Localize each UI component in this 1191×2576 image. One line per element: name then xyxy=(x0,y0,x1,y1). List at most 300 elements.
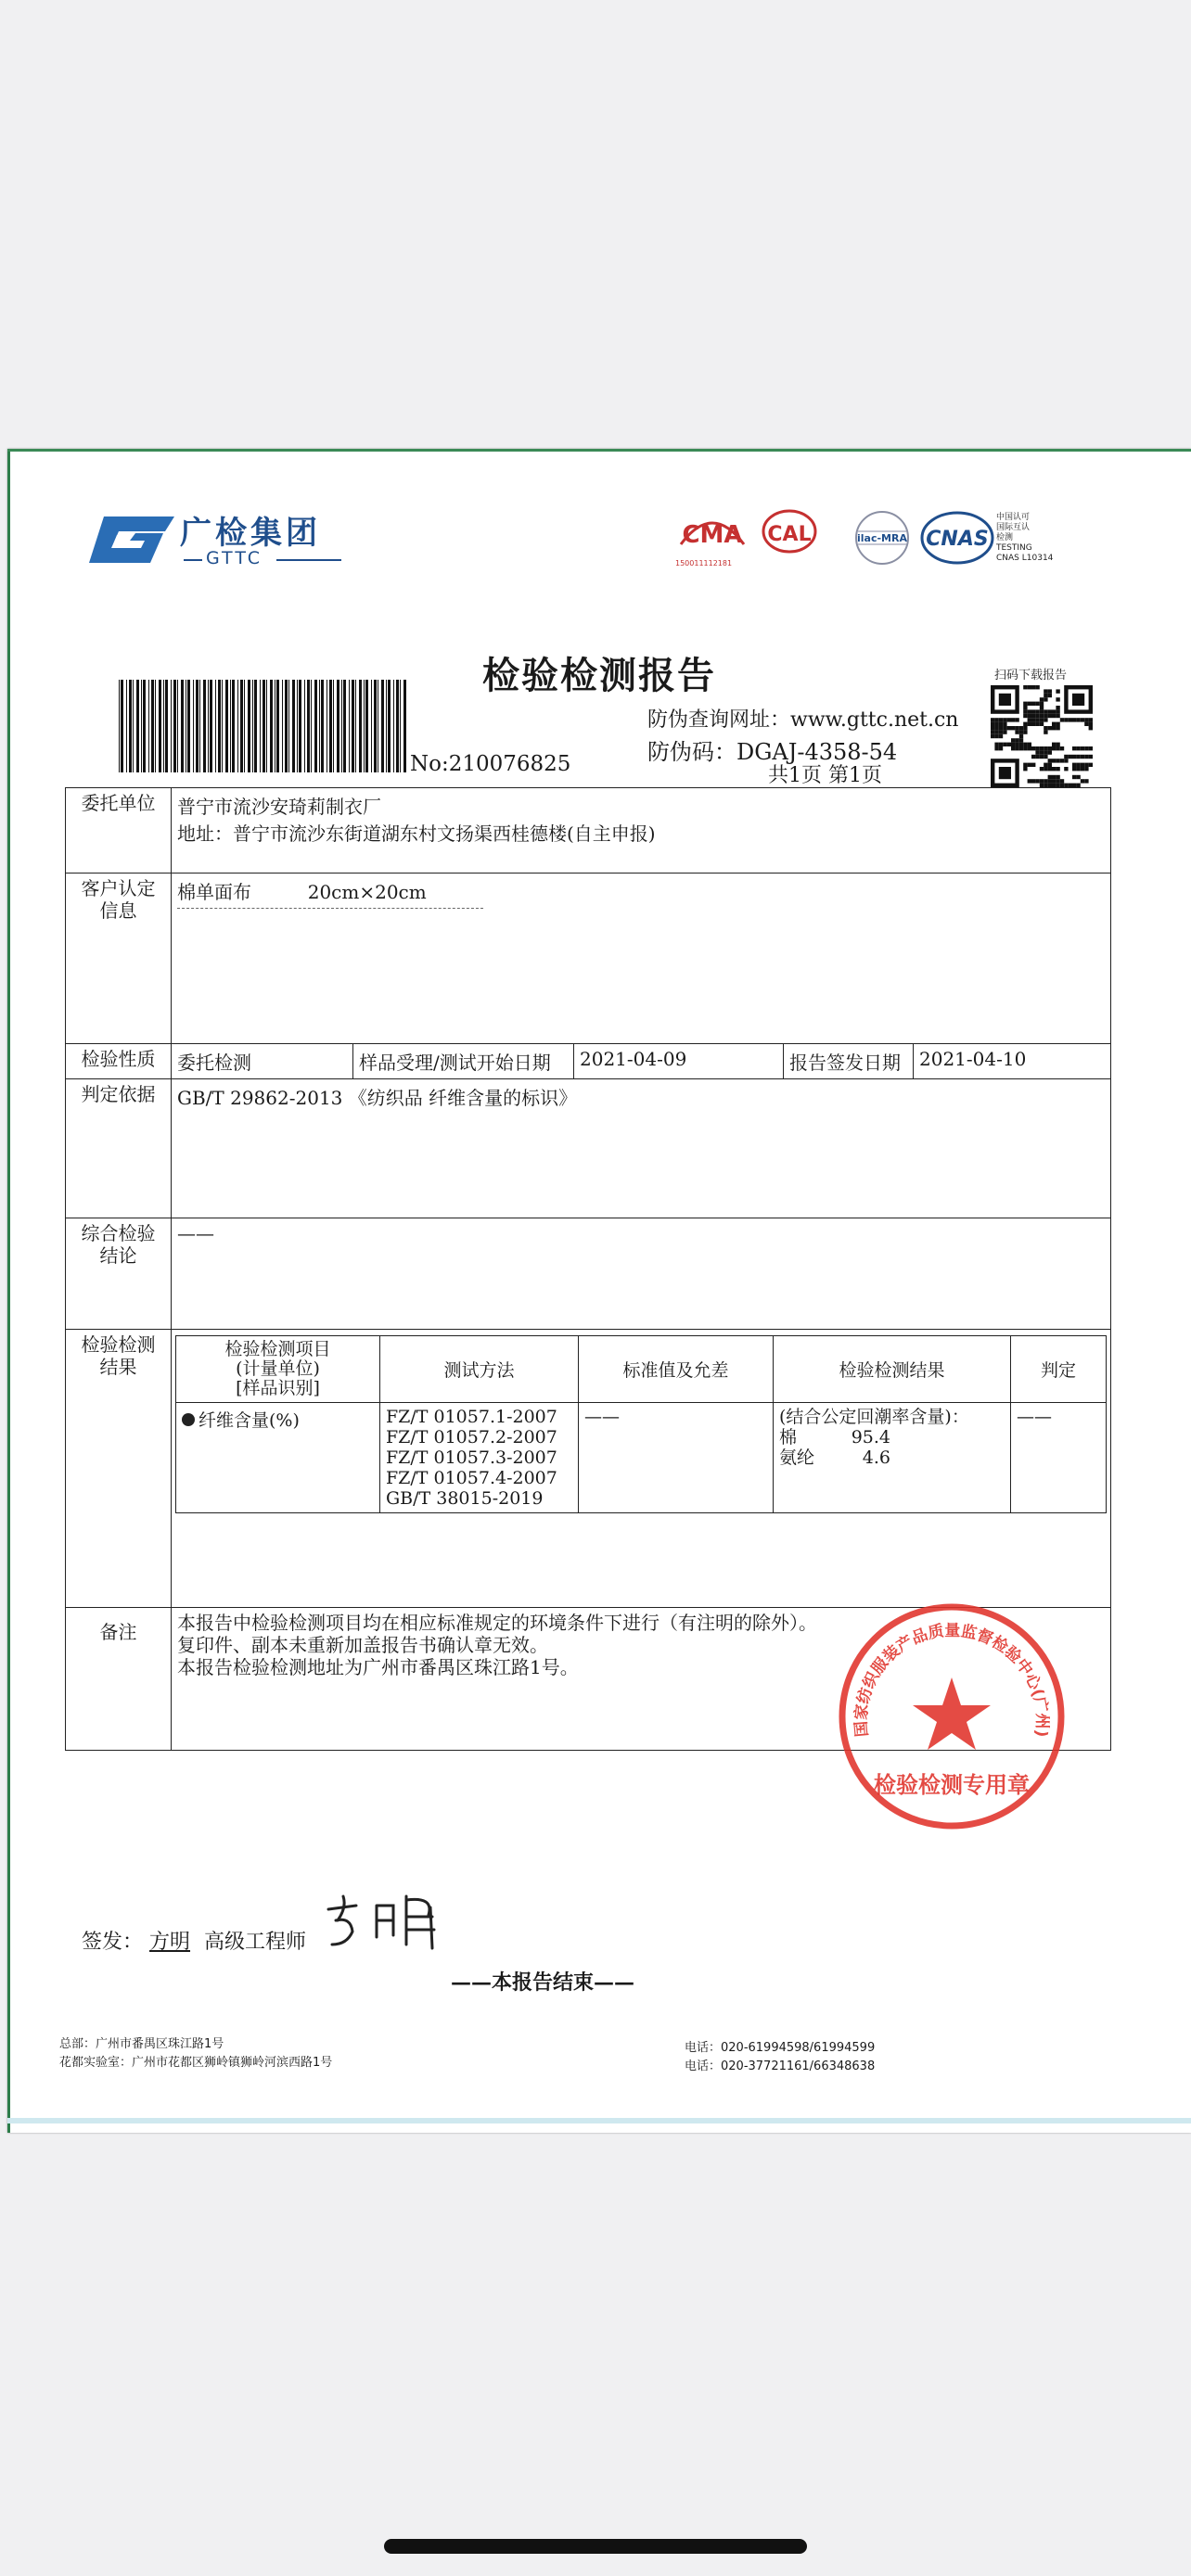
ilac-mark xyxy=(850,509,915,570)
barcode-bar xyxy=(141,680,142,772)
barcode-bar xyxy=(119,680,120,772)
qr-module xyxy=(1052,743,1056,746)
barcode-bar xyxy=(321,680,324,772)
barcode-bar xyxy=(319,680,320,772)
qr-code-icon[interactable] xyxy=(991,685,1093,787)
qr-module xyxy=(1076,767,1080,771)
conclusion-value: —— xyxy=(172,1218,1111,1330)
fiber-value: 4.6 xyxy=(862,1447,890,1468)
qr-module xyxy=(1023,767,1027,771)
barcode-bar xyxy=(364,680,365,772)
qr-module xyxy=(1056,689,1059,693)
qr-module xyxy=(1081,746,1084,750)
qr-module xyxy=(1023,706,1027,709)
barcode-bar xyxy=(218,680,221,772)
qr-module xyxy=(1023,685,1027,689)
qr-module xyxy=(1084,779,1088,783)
qr-module xyxy=(999,722,1003,726)
qr-module xyxy=(991,718,994,721)
qr-module xyxy=(1031,702,1035,706)
logo-chinese-name: 广检集团 xyxy=(180,515,321,552)
qr-module xyxy=(1084,746,1088,750)
qr-module xyxy=(1003,726,1006,730)
cma-label: CMA xyxy=(682,521,743,549)
barcode-bar xyxy=(276,680,279,772)
barcode-bar xyxy=(285,680,288,772)
qr-module xyxy=(1044,718,1047,721)
barcode-bar xyxy=(203,680,206,772)
qr-module xyxy=(1031,779,1035,783)
barcode-bar xyxy=(248,680,250,772)
results-header-judgement: 判定 xyxy=(1011,1336,1107,1403)
barcode-bar xyxy=(266,680,267,772)
lab-address: 花都实验室：广州市花都区狮岭镇狮岭河滨西路1号 xyxy=(59,2056,333,2070)
issue-date-label: 报告签发日期 xyxy=(784,1044,914,1079)
conclusion-row xyxy=(66,1218,1111,1330)
qr-module xyxy=(1056,697,1059,701)
qr-module xyxy=(1028,763,1031,767)
qr-module xyxy=(1048,750,1052,754)
qr-module xyxy=(1035,709,1039,713)
anti-counterfeit-code: 防伪码：DGAJ-4358-54 xyxy=(647,739,898,765)
barcode-bar xyxy=(341,680,342,772)
remark-line: 本报告检验检测地址为广州市番禺区珠江路1号。 xyxy=(177,1656,579,1678)
page-edge xyxy=(7,452,10,2133)
phone-2: 电话：020-37721161/66348638 xyxy=(685,2060,876,2073)
qr-module xyxy=(1015,718,1018,721)
qr-module xyxy=(1048,759,1052,762)
qr-module xyxy=(1044,755,1047,759)
customer-info-cell xyxy=(172,874,1111,1044)
qr-module xyxy=(1023,743,1027,746)
qr-module xyxy=(1007,726,1011,730)
barcode-bar xyxy=(165,680,168,772)
results-data-row xyxy=(176,1403,1107,1513)
qr-module xyxy=(1003,718,1006,721)
qr-module xyxy=(1052,775,1056,779)
qr-module xyxy=(1015,726,1018,730)
qr-module xyxy=(1035,750,1039,754)
barcode-bar xyxy=(297,680,298,772)
hq-address: 总部：广州市番禺区珠江路1号 xyxy=(59,2037,224,2051)
qr-module xyxy=(1056,775,1059,779)
barcode-bar xyxy=(126,680,127,772)
qr-module xyxy=(1028,722,1031,726)
barcode-bar xyxy=(155,680,156,772)
qr-module xyxy=(1076,755,1080,759)
qr-module xyxy=(1023,709,1027,713)
qr-module xyxy=(1044,714,1047,718)
cnas-icon xyxy=(920,509,994,567)
barcode-bar xyxy=(359,680,362,772)
cma-icon xyxy=(675,507,749,555)
basis-row xyxy=(66,1079,1111,1218)
cma-number: 150011112181 xyxy=(675,559,733,567)
report-page xyxy=(7,449,1191,2133)
qr-module xyxy=(1044,763,1047,767)
qr-module xyxy=(1028,702,1031,706)
barcode-bar xyxy=(159,680,161,772)
qr-module xyxy=(994,734,998,738)
qr-module xyxy=(1056,759,1059,762)
issue-date-value: 2021-04-10 xyxy=(914,1044,1111,1079)
qr-module xyxy=(999,734,1003,738)
qr-module xyxy=(1089,746,1093,750)
barcode-bar xyxy=(129,680,132,772)
qr-module xyxy=(1069,755,1072,759)
barcode-bar xyxy=(393,680,394,772)
barcode-bar xyxy=(240,680,243,772)
remark-line: 本报告中检验检测项目均在相应标准规定的环境条件下进行（有注明的除外）。 xyxy=(177,1612,817,1634)
barcode-bar xyxy=(254,680,257,772)
barcode-bar xyxy=(208,680,209,772)
address-footer xyxy=(59,2035,332,2072)
qr-module xyxy=(1035,714,1039,718)
qr-module xyxy=(1076,763,1080,767)
qr-module xyxy=(1044,694,1047,697)
qr-module xyxy=(1089,722,1093,726)
barcode-bar xyxy=(282,680,283,772)
signer-label: 签发： xyxy=(82,1931,144,1954)
barcode-bar xyxy=(299,680,301,772)
qr-module xyxy=(1048,726,1052,730)
qr-module xyxy=(1028,779,1031,783)
qr-module xyxy=(1031,718,1035,721)
qr-finder xyxy=(1072,694,1084,706)
qr-module xyxy=(1011,746,1015,750)
qr-module xyxy=(1081,767,1084,771)
cnas-side-line: 中国认可 xyxy=(996,513,1031,522)
qr-module xyxy=(999,718,1003,721)
fiber-name: 棉 xyxy=(779,1427,798,1447)
qr-module xyxy=(1044,726,1047,730)
official-seal-icon xyxy=(835,1600,1069,1833)
qr-module xyxy=(1031,714,1035,718)
barcode-bar xyxy=(230,680,231,772)
qr-module xyxy=(1044,697,1047,701)
results-label xyxy=(66,1330,172,1608)
qr-module xyxy=(994,730,998,733)
qr-module xyxy=(1040,706,1044,709)
qr-module xyxy=(1084,755,1088,759)
barcode-bar xyxy=(181,680,184,772)
home-indicator[interactable] xyxy=(384,2539,807,2554)
qr-module xyxy=(1081,718,1084,721)
results-header-standard: 标准值及允差 xyxy=(579,1336,774,1403)
qr-module xyxy=(1056,726,1059,730)
qr-module xyxy=(994,746,998,750)
qr-module xyxy=(1056,714,1059,718)
qr-module xyxy=(1056,767,1059,771)
barcode-bar xyxy=(333,680,334,772)
gttc-logo-icon xyxy=(85,513,174,570)
seal-bottom-text: 检验检测专用章 xyxy=(874,1772,1030,1798)
sample-size: 20cm×20cm xyxy=(307,881,427,903)
qr-module xyxy=(994,722,998,726)
qr-module xyxy=(1072,755,1076,759)
qr-module xyxy=(1089,726,1093,730)
qr-module xyxy=(1048,689,1052,693)
qr-module xyxy=(1028,709,1031,713)
result-standard: —— xyxy=(579,1403,774,1513)
qr-module xyxy=(1035,746,1039,750)
barcode-bar xyxy=(210,680,212,772)
customer-info-label-text: 客户认定信息 xyxy=(81,877,156,922)
barcode-bar xyxy=(403,680,406,772)
qr-module xyxy=(1040,714,1044,718)
qr-module xyxy=(1072,767,1076,771)
barcode-bar xyxy=(215,680,216,772)
qr-module xyxy=(1019,734,1023,738)
barcode-bar xyxy=(225,680,228,772)
qr-module xyxy=(1031,755,1035,759)
report-number: No:210076825 xyxy=(410,752,571,776)
qr-module xyxy=(1035,685,1039,689)
qr-module xyxy=(1056,743,1059,746)
qr-module xyxy=(1052,779,1056,783)
barcode-bar xyxy=(365,680,368,772)
qr-module xyxy=(1076,718,1080,721)
qr-module xyxy=(1048,763,1052,767)
qr-module xyxy=(1015,730,1018,733)
barcode-bar xyxy=(374,680,377,772)
phone-footer xyxy=(685,2039,875,2076)
result-judgement: —— xyxy=(1011,1403,1107,1513)
result-values-cell xyxy=(774,1403,1011,1513)
qr-module xyxy=(994,726,998,730)
qr-module xyxy=(1044,689,1047,693)
page-bottom-edge xyxy=(7,2118,1191,2123)
qr-module xyxy=(1028,718,1031,721)
test-method: FZ/T 01057.4-2007 xyxy=(386,1468,557,1488)
qr-module xyxy=(1052,714,1056,718)
result-line xyxy=(779,1447,1005,1468)
qr-module xyxy=(1023,726,1027,730)
qr-module xyxy=(1031,746,1035,750)
barcode-bar xyxy=(396,680,399,772)
qr-module xyxy=(1035,722,1039,726)
barcode-bar xyxy=(292,680,295,772)
barcode-bar xyxy=(173,680,176,772)
logo-rule-right xyxy=(276,559,341,561)
qr-module xyxy=(991,734,994,738)
conclusion-label xyxy=(66,1218,172,1330)
barcode-bar xyxy=(260,680,261,772)
client-name: 普宁市流沙安琦莉制衣厂 xyxy=(177,796,381,818)
qr-module xyxy=(1040,722,1044,726)
qr-module xyxy=(1023,702,1027,706)
qr-module xyxy=(1007,743,1011,746)
barcode-bar xyxy=(187,680,190,772)
barcode-bar xyxy=(196,680,198,772)
qr-module xyxy=(994,718,998,721)
qr-module xyxy=(1035,702,1039,706)
handwritten-signature-icon xyxy=(319,1889,458,1954)
result-line xyxy=(779,1427,1005,1447)
qr-module xyxy=(1081,763,1084,767)
ilac-icon xyxy=(850,509,915,567)
qr-module xyxy=(1015,743,1018,746)
inspection-row xyxy=(66,1044,1111,1079)
test-method: FZ/T 01057.1-2007 xyxy=(386,1407,557,1427)
qr-module xyxy=(1048,709,1052,713)
qr-module xyxy=(1023,763,1027,767)
qr-module xyxy=(1076,775,1080,779)
report-title: 检验检测报告 xyxy=(482,654,716,697)
barcode-bar xyxy=(252,680,253,772)
client-cell xyxy=(172,788,1111,874)
barcode-bar xyxy=(304,680,305,772)
barcode-bar xyxy=(232,680,235,772)
qr-module xyxy=(1064,759,1068,762)
phone-1: 电话：020-61994598/61994599 xyxy=(685,2041,876,2055)
qr-module xyxy=(1019,730,1023,733)
qr-module xyxy=(1060,779,1064,783)
signer-line xyxy=(82,1926,306,1955)
barcode-bar xyxy=(193,680,194,772)
qr-module xyxy=(1023,730,1027,733)
qr-module xyxy=(1040,767,1044,771)
qr-module xyxy=(1040,755,1044,759)
page-count: 共1页 第1页 xyxy=(768,764,882,787)
cal-icon xyxy=(759,507,820,563)
barcode-bar xyxy=(177,680,178,772)
barcode-bar xyxy=(349,680,350,772)
qr-module xyxy=(1064,718,1068,721)
cnas-mark xyxy=(920,509,994,570)
qr-module xyxy=(1072,718,1076,721)
barcode-bar xyxy=(151,680,154,772)
qr-module xyxy=(1056,706,1059,709)
qr-module xyxy=(1072,763,1076,767)
qr-module xyxy=(1003,743,1006,746)
barcode-bar xyxy=(371,680,372,772)
qr-module xyxy=(1081,779,1084,783)
qr-module xyxy=(1052,759,1056,762)
qr-module xyxy=(1035,779,1039,783)
qr-module xyxy=(1019,726,1023,730)
test-method: GB/T 38015-2019 xyxy=(386,1488,544,1509)
conclusion-label-text: 综合检验结论 xyxy=(81,1222,156,1267)
qr-module xyxy=(1011,726,1015,730)
customer-info-label xyxy=(66,874,172,1044)
qr-module xyxy=(991,730,994,733)
qr-module xyxy=(1084,718,1088,721)
qr-module xyxy=(1040,718,1044,721)
barcode-bar xyxy=(121,680,123,772)
logo-rule-left xyxy=(184,559,202,561)
qr-module xyxy=(1040,702,1044,706)
barcode-bar xyxy=(311,680,312,772)
qr-module xyxy=(1031,709,1035,713)
qr-module xyxy=(1089,755,1093,759)
qr-module xyxy=(1040,746,1044,750)
qr-module xyxy=(1072,746,1076,750)
barcode-bar xyxy=(329,680,332,772)
qr-module xyxy=(1052,722,1056,726)
qr-module xyxy=(999,746,1003,750)
barcode-bar xyxy=(314,680,317,772)
underline-divider xyxy=(177,908,483,909)
qr-module xyxy=(1023,722,1027,726)
qr-module xyxy=(1052,767,1056,771)
qr-module xyxy=(1031,685,1035,689)
barcode-bar xyxy=(199,680,200,772)
bullet-icon xyxy=(182,1413,195,1426)
qr-module xyxy=(1060,746,1064,750)
qr-module xyxy=(1048,714,1052,718)
qr-module xyxy=(1028,685,1031,689)
qr-module xyxy=(1028,743,1031,746)
cal-mark xyxy=(759,507,820,567)
qr-module xyxy=(1048,746,1052,750)
qr-module xyxy=(1044,709,1047,713)
qr-module xyxy=(1035,755,1039,759)
barcode-bar xyxy=(136,680,139,772)
qr-finder xyxy=(999,767,1011,779)
cnas-label: CNAS xyxy=(926,528,989,551)
results-label-text: 检验检测结果 xyxy=(81,1333,156,1378)
qr-module xyxy=(1044,750,1047,754)
qr-finder xyxy=(999,694,1011,706)
qr-module xyxy=(1048,775,1052,779)
sample-name: 棉单面布 xyxy=(177,881,251,903)
test-method: FZ/T 01057.2-2007 xyxy=(386,1427,557,1447)
qr-module xyxy=(1081,755,1084,759)
barcode-bar xyxy=(171,680,172,772)
qr-module xyxy=(1052,746,1056,750)
cal-label: CAL xyxy=(767,523,812,546)
barcode-bar xyxy=(222,680,223,772)
barcode-bar xyxy=(400,680,401,772)
signer-name: 方明 xyxy=(149,1931,191,1954)
qr-module xyxy=(1052,726,1056,730)
qr-module xyxy=(1056,779,1059,783)
barcode-bar xyxy=(133,680,134,772)
qr-module xyxy=(1056,722,1059,726)
seal-ring-text: 国家纺织服装产品质量监督检验中心(广州) xyxy=(852,1621,1052,1739)
qr-module xyxy=(1040,750,1044,754)
qr-module xyxy=(1023,714,1027,718)
qr-label: 扫码下载报告 xyxy=(994,669,1068,682)
qr-module xyxy=(1023,746,1027,750)
barcode-bar xyxy=(244,680,245,772)
qr-module xyxy=(1052,709,1056,713)
qr-module xyxy=(1028,714,1031,718)
barcode-bar xyxy=(143,680,146,772)
qr-module xyxy=(1007,718,1011,721)
barcode-bar xyxy=(237,680,238,772)
barcode-bar xyxy=(163,680,164,772)
qr-module xyxy=(1019,746,1023,750)
qr-module xyxy=(1040,709,1044,713)
qr-module xyxy=(991,726,994,730)
qr-module xyxy=(1089,718,1093,721)
start-date-label: 样品受理/测试开始日期 xyxy=(353,1044,574,1079)
qr-module xyxy=(1011,743,1015,746)
start-date-value: 2021-04-09 xyxy=(574,1044,784,1079)
qr-module xyxy=(991,722,994,726)
cnas-side-line: 国际互认 xyxy=(996,523,1031,532)
qr-module xyxy=(1044,746,1047,750)
qr-module xyxy=(1064,755,1068,759)
qr-module xyxy=(1060,759,1064,762)
barcode-bar xyxy=(337,680,339,772)
client-row xyxy=(66,788,1111,874)
results-cell xyxy=(172,1330,1111,1608)
nature-label: 检验性质 xyxy=(66,1044,172,1079)
qr-module xyxy=(1003,722,1006,726)
